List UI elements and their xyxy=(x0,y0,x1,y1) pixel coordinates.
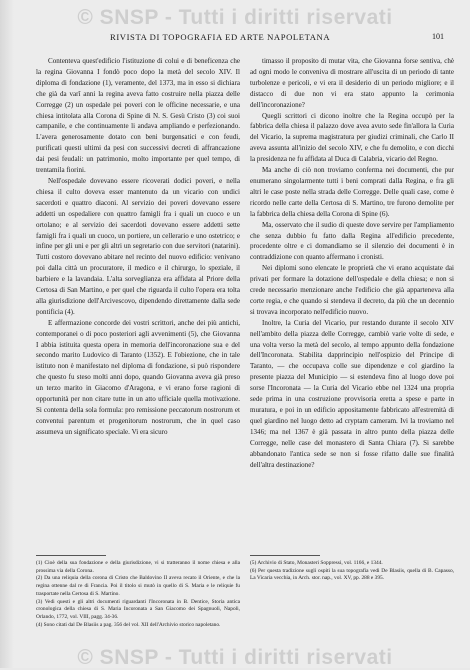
footnotes-right xyxy=(250,560,454,583)
right-column xyxy=(250,56,454,470)
page-number: 101 xyxy=(432,32,444,41)
footnote-rule-right xyxy=(250,555,320,556)
journal-title: RIVISTA DI TOPOGRAFIA ED ARTE NAPOLETANA xyxy=(110,32,331,42)
left-paragraph-3: E affermazione concorde dei vostri scrittori, anche dei più antichi, contemporanei o di poco posteriori agli avvenimenti (5), che Giovanna I abbia istituita questa opera in memoria dell'incoronazione sua e del secondo marito Ludovico di Taranto (1352). E l'obiezione, che in tale istituto non è manifestato nel diploma di fondazione, si può rispondere che questo fu steso molti anni dopo, quando Giovanna aveva già preso un terzo marito in Giacomo d'Aragona, e vi erano forse ragioni di opportunità per non citare tutte in un atto ufficiale quella motivazione. Si contenta della sola formula: pro remissione peccatorum nostrorum et conventui parentum et progenitorum nostrorum, che in quel caso assumeva un significato speciale. Vi era sicuro xyxy=(36,318,240,436)
running-header xyxy=(36,32,450,44)
footnote: (3) Vedi questi e gli altri documenti riguardanti l'Incoronata in B. Dentice, Storia antica cronologica della chiesa di S. Maria Incoronata a San Giacomo dei Spagnuoli, Napoli, Orlando, 1772, vol. VIII, pagg. 34-36. xyxy=(36,598,240,620)
footnote: (2) Da una reliquia della corona di Cristo che Baldovino II aveva recato il Oriente, e che la regina ottenne dal re di Francia. Poi il titolo si mutò in quello di S. Maria e le reliquie fu trasportate nella Certosa di S. Martino. xyxy=(36,575,240,597)
footnote: (5) Archivio di Stato, Monasteri Soppressi, vol. 1166, e 1344. xyxy=(250,560,383,566)
footnote: (6) Per questa tradizione sugli ospiti la sua topografia vedi De Blasiis, quella di B. Capasso, La Vicaria vecchia, in Arch. stor. nap., vol. XV, pp. 288 e 395. xyxy=(250,567,454,582)
left-paragraph-2: Nell'ospedale dovevano essere ricoverati dodici poveri, e nella chiesa il culto doveva esser mantenuto da un vicario con undici sacerdoti e quattro diaconi. Al servizio dei poveri dovevano essere addetti un ospedaliere con quattro famigli fra i quali un cuoco e un ortolano; e al servizio dei sacerdoti dovevano essere addetti sette famigli fra i quali un cuoco, un portiere, un cellerario e uno ostetrico; e infine per gli uni e per gli altri un segretario con due servitori (natarini). Tutti costoro dovevano abitare nel recinto del nuovo edificio: venivano poi dalla città un procuratore, il medico e il chirurgo, lo speziale, il barbiere e la lavandaia. L'alta sorveglianza era affidata al Priore della Certosa di San Martino, e per quel che riguarda il culto l'opera era tolta alla giurisdizione dell'Arcivescovo, dipendendo direttamente dalla sede pontificia (4). xyxy=(36,176,240,316)
left-column xyxy=(36,56,240,438)
right-paragraph-6: Inoltre, la Curia del Vicario, pur restando durante il secolo XIV nell'ambito della piazza delle Corregge, cambiò varie volte di sede, e una volta verso la metà del secolo, al tempo appunto della fondazione dell'Incoronata. Stabilita dapprincipio nell'ospizio del Principe di Taranto, — che occupava colle sue dipendenze e col giardino la presente piazza del Municipio — si estendeva fino al luogo dove poi sorse l'Incoronata — la Curia del Vicario ebbe nel 1324 una propria sede prima in una costruzione provvisoria eretta a spese e parte in muratura, e poi in un edificio appositamente fabbricato all'estremità di quel giardino nel luogo detto ad cryptam cameram. Ivi la troviamo nel 1346; ma nel 1367 è già passata in altro punto della piazza delle Corregge, nelle case del monastero di Santa Chiara (7). Si sarebbe abbandonato l'antica sede se non si fosse rifatto dalle sue finalità dell'altra destinazione? xyxy=(250,318,454,469)
right-paragraph-3: Ma anche di ciò non troviamo conferma nei documenti, che pur enumerano singolarmente tutti i beni comprati dalla Regina, e fra gli altri le case poste nella strada delle Corregge. Delle quali case, come è ricordo nelle carte della Certosa di S. Martino, tre furono demolite per la fabbrica della chiesa della Corona di Spine (6). xyxy=(250,166,454,218)
footnotes-left xyxy=(36,560,240,629)
right-paragraph-1: timasso il proposito di mutar vita, che Giovanna forse sentiva, chè ad ogni modo le conveniva di mostrare all'uscita di un periodo di tante turbolenze e pericoli, e vi era il desiderio di un periodo migliore; e il distacco di due non vi era stato appunto la cerimonia dell'incoronazione? xyxy=(250,57,454,109)
right-paragraph-5: Nei diplomi sono elencate le proprietà che vi erano acquistate dai privati per formare la dotazione dell'ospedale e della chiesa; e non si crede necessario menzionare anche l'edificio che già apparteneva alla corte regia, e che quando si stendeva il decreto, da più che un decennio si trovava incorporato nell'edificio nuovo. xyxy=(250,264,454,316)
footnote: (4) Sono citati dal De Blasiis a pag. 356 del vol. XII dell'Archivio storico napoletano. xyxy=(36,621,221,628)
left-paragraph-1: Contenteva quest'edificio l'istituzione di colui e di beneficenza che la regina Giovanna I fondò poco dopo la metà del secolo XIV. Il diploma di fondazione (1), veramente, del 1373, ma in esso si dichiara che già da varî anni la regina aveva fatto costruire nella piazza delle Corregge (2) un ospedale pei poveri con le officine necessarie, e una chiesa intitolata alla Corona di Spine di N. S. Gesù Cristo (3) coi suoi campanile, e che continuamente li andava ampliando e perfezionando. L'avera generosamente dotato con beni burgensatici e con feudi, purificati questi ultimi da pesi con successivi decreti di affrancazione dai pesi feudali: un patrimonio, molto importante per quel tempo, di trentamila fiorini. xyxy=(36,57,240,175)
watermark-top: © SNSP - Tutti i diritti riservati xyxy=(77,6,393,29)
page-edge-shadow xyxy=(0,0,14,668)
right-paragraph-4: Ma, osservato che il sudio di queste dove servire per l'ampliamento che senza dubbio fu fatto dalla Regina all'edificio precedente, procedente oltre e ci domandiamo se il silenzio dei documenti è in contraddizione con quanto affermano i cronisti. xyxy=(250,220,454,262)
watermark-bottom: © SNSP - Tutti i diritti riservati xyxy=(77,646,393,669)
footnote: (1) Cioè della sua fondazione e della giurisdizione, vi si tratteranno il nome chiesa e alla prossima via della Corona. xyxy=(36,560,240,574)
footnote-rule-left xyxy=(36,555,106,556)
right-paragraph-2: Quegli scrittori ci dicono inoltre che la Regina occupò per la fabbrica della chiesa il palazzo dove avea avuto sede fin'allora la Curia del Vicario, la suprema magistratura per giudizi criminali, che Carlo II aveva assunta all'inizio del secolo XIV, e che fu demolito, e con dicchi la presidenza ne fu affidata al Duca di Calabria, vicario del Regno. xyxy=(250,111,454,164)
